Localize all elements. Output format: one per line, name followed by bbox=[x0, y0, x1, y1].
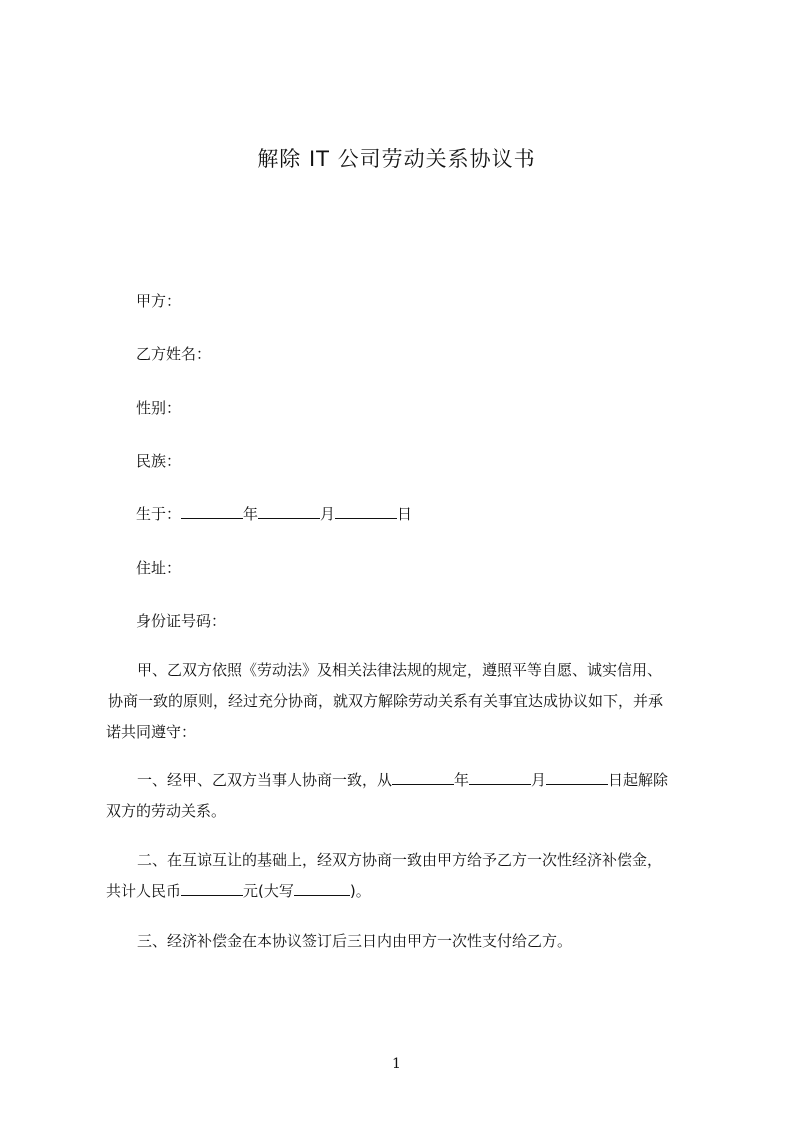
party-a-field: 甲方： bbox=[136, 292, 182, 310]
id-number-field: 身份证号码： bbox=[136, 612, 227, 630]
birth-label: 生于： bbox=[136, 505, 182, 523]
clause-2-suffix: )。 bbox=[349, 882, 371, 900]
clause-1-month-label: 月 bbox=[531, 771, 547, 789]
clause-2-middle: 元(大写 bbox=[243, 882, 294, 900]
birth-month-label: 月 bbox=[320, 505, 336, 523]
clause-1-year-label: 年 bbox=[454, 771, 470, 789]
birth-day-blank bbox=[335, 504, 397, 519]
ethnicity-field: 民族： bbox=[136, 452, 182, 470]
clause-3-line: 三、经济补偿金在本协议签订后三日内由甲方一次性支付给乙方。 bbox=[137, 932, 573, 950]
intro-line-2: 协商一致的原则，经过充分协商，就双方解除劳动关系有关事宜达成协议如下，并承 bbox=[108, 692, 664, 710]
document-title: 解除 IT 公司劳动关系协议书 bbox=[257, 147, 536, 171]
intro-paragraph bbox=[106, 655, 706, 748]
amount-words-blank bbox=[294, 881, 350, 896]
page-number: 1 bbox=[392, 1056, 401, 1072]
clause-2-line-2 bbox=[106, 876, 706, 907]
clause-1-year-blank bbox=[392, 770, 454, 785]
intro-line-3: 诺共同遵守： bbox=[106, 723, 197, 741]
clause-1-day-blank bbox=[546, 770, 608, 785]
clause-1-line-2: 双方的劳动关系。 bbox=[106, 802, 227, 820]
clause-2-line-1: 二、在互谅互让的基础上，经双方协商一致由甲方给予乙方一次性经济补偿金， bbox=[137, 851, 663, 869]
birth-day-label: 日 bbox=[397, 505, 413, 523]
clause-2 bbox=[106, 845, 706, 907]
gender-field: 性别： bbox=[136, 399, 182, 417]
clause-2-prefix: 共计人民币 bbox=[106, 882, 182, 900]
intro-line-1: 甲、乙双方依照《劳动法》及相关法律法规的规定，遵照平等自愿、诚实信用、 bbox=[137, 661, 663, 679]
clause-1-month-blank bbox=[469, 770, 531, 785]
address-field: 住址： bbox=[136, 559, 182, 577]
birth-year-blank bbox=[181, 504, 243, 519]
clause-1-line-1 bbox=[106, 765, 706, 796]
amount-blank bbox=[181, 881, 243, 896]
party-b-name-field: 乙方姓名： bbox=[136, 345, 212, 363]
clause-1-suffix: 日起解除 bbox=[608, 771, 669, 789]
birth-date-field bbox=[136, 504, 412, 524]
birth-year-label: 年 bbox=[243, 505, 259, 523]
clause-3 bbox=[106, 926, 706, 957]
birth-month-blank bbox=[258, 504, 320, 519]
clause-1 bbox=[106, 765, 706, 827]
clause-1-prefix: 一、经甲、乙双方当事人协商一致，从 bbox=[137, 771, 393, 789]
